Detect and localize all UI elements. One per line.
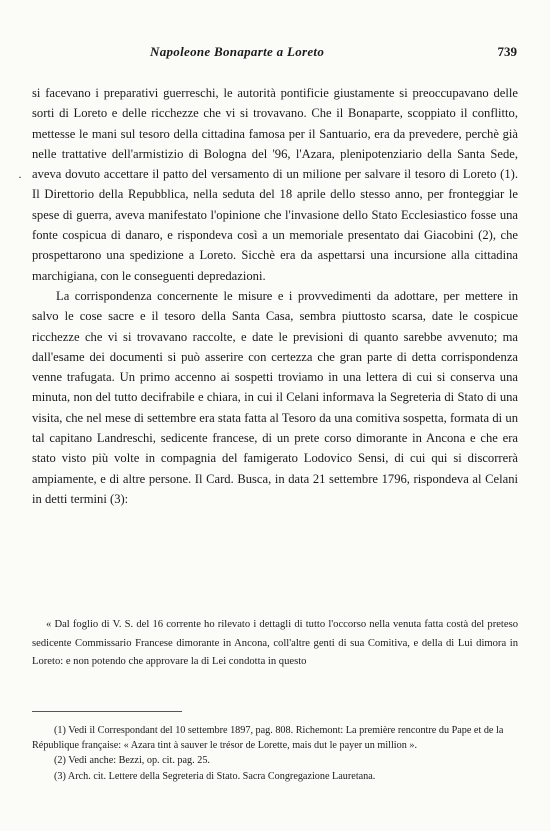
- running-head: Napoleone Bonaparte a Loreto: [150, 44, 325, 59]
- paragraph: si facevano i preparativi guerreschi, le autorità pontificie giustamente si preoccupavano delle sorti di Loreto e delle ricchezze che vi si trovavano. Che il Bonaparte, scoppiato il conflitto, mettesse le mani sul tesoro della cittadina famosa per il Santuario, era da prevedere, perchè già nelle trattative dell'armistizio di Bologna del '96, l'Azara, plenipotenziario della Santa Sede, aveva dovuto accettare il patto del versamento di un milione per salvare il tesoro di Loreto (1). Il Direttorio della Repubblica, nella seduta del 18 aprile dello stesso anno, per fronteggiar le spese di guerra, aveva manifestato l'opinione che l'invasione dello Stato Ecclesiastico fosse una fonte cospicua di danaro, e rispondeva così a un memoriale presentato dai Giacobini (2), che prospettarono una spedizione a Loreto. Sicchè era da aspettarsi una incursione alla cittadina marchigiana, con le conseguenti depredazioni.: [32, 86, 518, 283]
- quoted-letter: [32, 616, 518, 672]
- paragraph: La corrispondenza concernente le misure e i provvedimenti da adottare, per mettere in salvo le cose sacre e il tesoro della Santa Casa, sembra piuttosto scarsa, date le cospicue ricchezze che vi si trovavano raccolte, e date le previsioni di quanto sarebbe avvenuto; ma dall'esame dei documenti si può asserire con certezza che gran parte di detta corrispondenza venne trafugata. Un primo accenno ai sospetti troviamo in una lettera di cui si conserva una minuta, non del tutto decifrabile e chiara, in cui il Celani informava la Segreteria di Stato di una visita, che nel mese di settembre era stata fatta al Tesoro da una comitiva sospetta, formata di un tal capitano Landreschi, sedicente francese, di un prete corso dimorante in Ancona e che era stato visto più volte in compagnia del famigerato Lodovico Sensi, di cui qui si discorrerà ampiamente, e di altre persone. Il Card. Busca, in data 21 settembre 1796, rispondeva al Celani in detti termini (3):: [32, 288, 518, 506]
- footnote: (2) Vedi anche: Bezzi, op. cit. pag. 25.: [54, 755, 210, 767]
- margin-mark: ·: [18, 170, 22, 184]
- body-text: [32, 83, 518, 509]
- quote-text: « Dal foglio di V. S. del 16 corrente ho rilevato i dettagli di tutto l'occorso nella venuta fatta costà del preteso sedicente Commissario Francese dimorante in Ancona, coll'altre genti di sua Comitiva, e della di Lui dimora in Loreto: e non potendo che approvare la di Lei condotta in questo: [32, 619, 518, 668]
- page-number: 739: [497, 44, 517, 59]
- footnote: (3) Arch. cit. Lettere della Segreteria di Stato. Sacra Congregazione Lauretana.: [54, 770, 376, 782]
- footnotes: [32, 723, 518, 784]
- footnote-rule: [32, 711, 182, 712]
- footnote: (1) Vedi il Correspondant del 10 settembre 1897, pag. 808. Richemont: La première rencontre du Pape et de la République française: « Azara tint à sauver le trésor de Lorette, mais dut le payer un million ».: [32, 725, 504, 752]
